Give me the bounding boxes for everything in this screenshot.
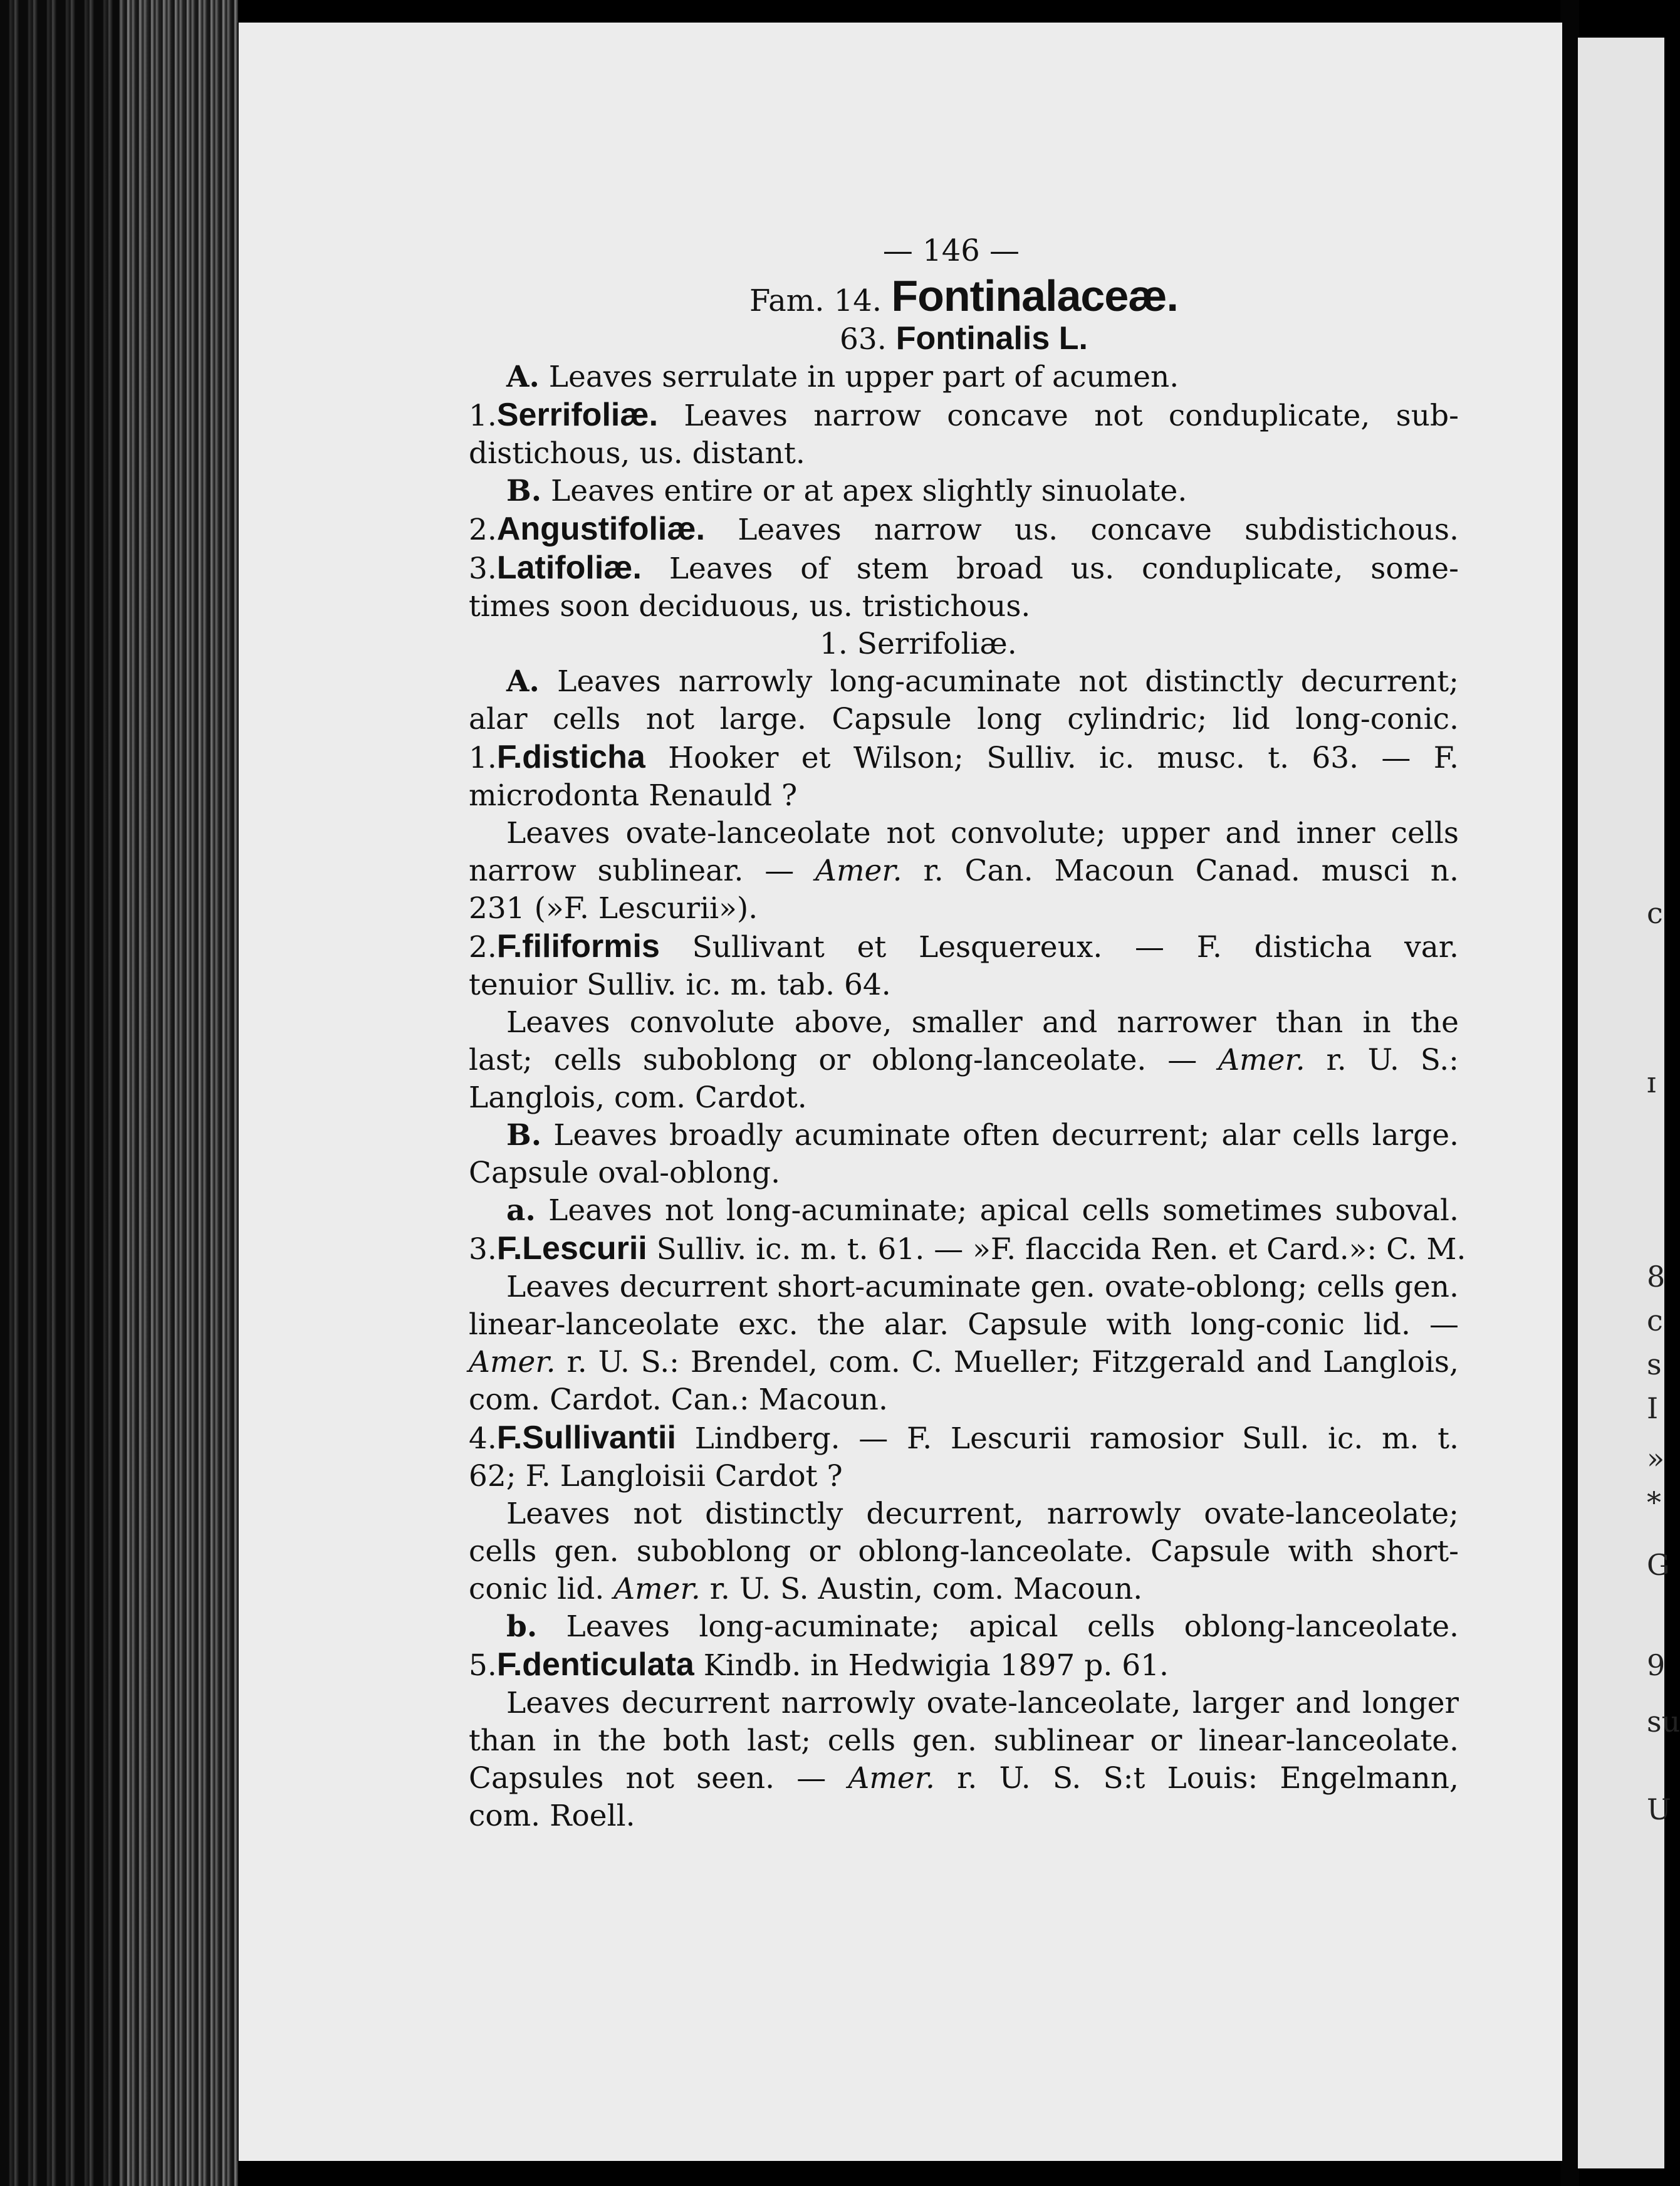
line-marker: A. — [506, 664, 540, 699]
facing-page-fragment: su — [1647, 1705, 1680, 1739]
line-text: 1. Serrifoliæ. — [820, 627, 1017, 661]
facing-page-fragment: c — [1647, 1304, 1663, 1337]
facing-page-fragment: s — [1647, 1347, 1662, 1381]
line-marker: B. — [506, 1118, 542, 1153]
taxon-name: F.Sullivantii — [496, 1420, 676, 1456]
taxon-name: F.disticha — [496, 739, 645, 775]
text-line — [469, 396, 1459, 435]
line-text: r. U. S. Austin, com. Macoun. — [709, 1572, 1143, 1606]
line-text: Leaves narrowly long-acuminate not distinctly decurrent; — [557, 664, 1459, 699]
text-line — [469, 1042, 1459, 1079]
line-marker: b. — [506, 1609, 538, 1644]
facing-page-fragment: » — [1647, 1441, 1665, 1475]
page-text — [469, 232, 1466, 1835]
genus-name: Fontinalis L. — [895, 320, 1088, 357]
text-line — [469, 588, 1459, 625]
line-marker: 4. — [469, 1421, 497, 1456]
facing-page-fragment: c — [1647, 896, 1663, 930]
line-text: Leaves not long-acuminate; apical cells sometimes suboval. — [548, 1193, 1459, 1228]
line-text: r. U. S. S:t Louis: Engelmann, — [957, 1761, 1459, 1796]
text-line — [469, 1571, 1459, 1608]
text-line — [469, 625, 1459, 663]
text-line — [469, 966, 1459, 1004]
text-line — [469, 663, 1459, 701]
line-text: Langlois, com. Cardot. — [469, 1080, 807, 1115]
facing-page-fragment: U — [1647, 1792, 1671, 1826]
line-text: last; cells suboblong or oblong-lanceolate. — — [469, 1043, 1219, 1077]
line-text: times soon deciduous, us. tristichous. — [469, 589, 1031, 624]
line-text: Leaves entire or at apex slightly sinuolate. — [551, 474, 1187, 508]
text-line — [469, 777, 1459, 815]
facing-page-fragment: * — [1647, 1485, 1661, 1519]
facing-page-fragment: 9 — [1647, 1648, 1666, 1682]
line-text: Leaves broadly acuminate often decurrent; alar cells large. — [553, 1118, 1459, 1153]
text-line — [469, 1495, 1459, 1533]
line-text: 62; F. Langloisii Cardot ? — [469, 1459, 843, 1493]
text-line — [469, 1685, 1459, 1722]
text-line — [469, 890, 1459, 928]
text-line — [469, 738, 1459, 777]
line-text: com. Cardot. Can.: Macoun. — [469, 1383, 888, 1417]
line-text: Sullivant et Lesquereux. — F. disticha var. — [692, 930, 1459, 965]
line-text: cells gen. suboblong or oblong-lanceolate. Capsule with short- — [469, 1534, 1459, 1569]
line-marker: B. — [506, 474, 542, 508]
taxon-name: Serrifoliæ. — [496, 397, 659, 433]
text-line — [469, 510, 1459, 549]
taxon-name: F.filiformis — [496, 928, 660, 965]
text-line — [469, 1797, 1459, 1835]
italic-abbrev: Amer. — [1218, 1043, 1305, 1077]
line-marker: 5. — [469, 1648, 497, 1683]
facing-page — [1578, 38, 1664, 2168]
text-line — [469, 1419, 1459, 1458]
body-lines — [469, 358, 1466, 1835]
line-text: distichous, us. distant. — [469, 436, 805, 471]
text-line — [469, 1117, 1459, 1154]
text-line — [469, 1344, 1459, 1381]
line-text: conic lid. — [469, 1572, 614, 1606]
text-line — [469, 928, 1459, 966]
genus-number: 63. — [840, 322, 887, 357]
line-text: r. Can. Macoun Canad. musci n. — [923, 854, 1459, 888]
family-heading — [469, 271, 1459, 320]
line-text: Lindberg. — F. Lescurii ramosior Sull. ic. m. t. — [694, 1421, 1459, 1456]
line-marker: 1. — [469, 399, 497, 433]
text-line — [469, 1306, 1459, 1344]
line-text: r. U. S.: — [1326, 1043, 1459, 1077]
text-line — [469, 701, 1459, 738]
line-text: Kindb. in Hedwigia 1897 p. 61. — [703, 1648, 1169, 1683]
line-text: Capsule oval-oblong. — [469, 1156, 781, 1190]
line-text: Capsules not seen. — — [469, 1761, 848, 1796]
line-text: Sulliv. ic. m. t. 61. — »F. flaccida Ren. et Card.»: C. M. — [656, 1232, 1466, 1267]
line-text: Leaves decurrent short-acuminate gen. ovate-oblong; cells gen. — [506, 1270, 1459, 1304]
taxon-name: F.denticulata — [496, 1646, 694, 1683]
line-text: narrow sublinear. — — [469, 854, 816, 888]
line-text: com. Roell. — [469, 1799, 635, 1833]
line-marker: 3. — [469, 552, 497, 586]
scan-mark — [793, 0, 811, 21]
text-line — [469, 1760, 1459, 1797]
line-text: r. U. S.: Brendel, com. C. Mueller; Fitzgerald and Langlois, — [566, 1345, 1459, 1379]
line-marker: 2. — [469, 930, 497, 965]
text-line — [469, 1381, 1459, 1419]
text-line — [469, 1079, 1459, 1117]
text-line — [469, 815, 1459, 852]
text-line — [469, 1458, 1459, 1495]
facing-page-fragment: ɪ — [1647, 1065, 1656, 1099]
text-line — [469, 1230, 1466, 1268]
text-line — [469, 435, 1459, 473]
line-text: 231 (»F. Lescurii»). — [469, 891, 758, 926]
line-marker: A. — [506, 360, 540, 394]
family-prefix: Fam. 14. — [749, 283, 882, 318]
line-text: Leaves ovate-lanceolate not convolute; upper and inner cells — [506, 816, 1459, 850]
text-line — [469, 1533, 1459, 1571]
line-text: Leaves narrow us. concave subdistichous. — [738, 513, 1459, 547]
line-text: than in the both last; cells gen. sublinear or linear-lanceolate. — [469, 1723, 1459, 1758]
taxon-name: F.Lescurii — [496, 1230, 647, 1267]
line-text: Leaves narrow concave not conduplicate, sub- — [684, 399, 1459, 433]
line-marker: a. — [506, 1193, 536, 1228]
italic-abbrev: Amer. — [469, 1345, 556, 1379]
text-line — [469, 1004, 1459, 1042]
family-name: Fontinalaceæ. — [891, 271, 1178, 320]
text-line — [469, 852, 1459, 890]
italic-abbrev: Amer. — [848, 1761, 935, 1796]
text-line — [469, 1722, 1459, 1760]
italic-abbrev: Amer. — [613, 1572, 701, 1606]
line-text: Leaves serrulate in upper part of acumen. — [548, 360, 1179, 394]
taxon-name: Angustifoliæ. — [496, 511, 706, 547]
line-text: Leaves decurrent narrowly ovate-lanceolate, larger and longer — [506, 1686, 1459, 1720]
line-text: Leaves of stem broad us. conduplicate, some- — [669, 552, 1459, 586]
text-line — [469, 1646, 1459, 1685]
text-line — [469, 473, 1459, 510]
gutter-shadow — [1560, 0, 1579, 2186]
genus-heading — [469, 320, 1459, 358]
facing-page-fragment: 8 — [1647, 1260, 1666, 1294]
line-text: linear-lanceolate exc. the alar. Capsule with long-conic lid. — — [469, 1307, 1459, 1342]
page-edges — [119, 0, 238, 2186]
line-text: alar cells not large. Capsule long cylindric; lid long-conic. — [469, 702, 1459, 736]
text-line — [469, 549, 1459, 588]
text-line — [469, 1268, 1459, 1306]
line-text: Leaves long-acuminate; apical cells oblong-lanceolate. — [566, 1609, 1459, 1644]
line-text: Leaves not distinctly decurrent, narrowly ovate-lanceolate; — [506, 1497, 1459, 1531]
line-marker: 2. — [469, 513, 497, 547]
text-line — [469, 358, 1459, 396]
text-line — [469, 1154, 1459, 1192]
line-text: microdonta Renauld ? — [469, 778, 798, 813]
taxon-name: Latifoliæ. — [496, 550, 642, 586]
italic-abbrev: Amer. — [815, 854, 902, 888]
text-line — [469, 1192, 1459, 1230]
line-text: tenuior Sulliv. ic. m. tab. 64. — [469, 968, 891, 1002]
facing-page-fragment: G — [1647, 1548, 1670, 1582]
line-marker: 3. — [469, 1232, 497, 1267]
facing-page-fragment: I — [1647, 1391, 1659, 1425]
line-text: Hooker et Wilson; Sulliv. ic. musc. t. 63. — F. — [668, 741, 1459, 775]
page-number: — 146 — — [882, 233, 1020, 268]
line-marker: 1. — [469, 741, 497, 775]
line-text: Leaves convolute above, smaller and narrower than in the — [506, 1005, 1459, 1040]
text-line — [469, 1608, 1459, 1646]
